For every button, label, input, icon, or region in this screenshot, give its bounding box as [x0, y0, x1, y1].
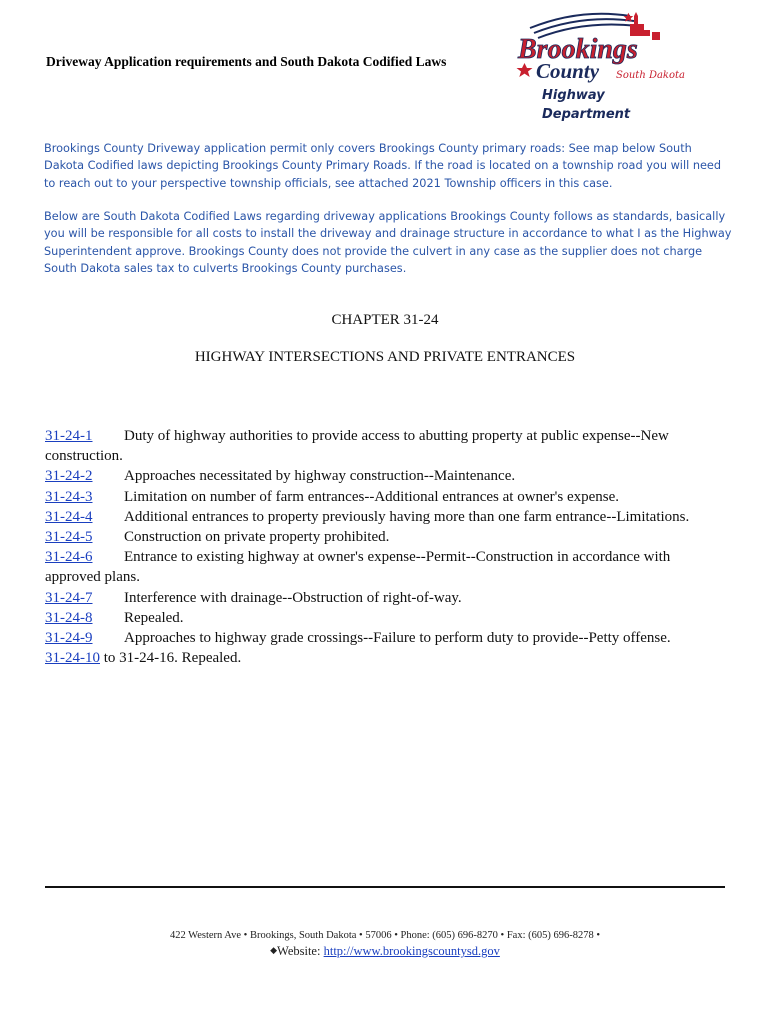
- department-label: [542, 86, 630, 124]
- section-text: Repealed.: [124, 609, 184, 626]
- section-link[interactable]: 31-24-7: [45, 589, 93, 606]
- section-item: [45, 507, 725, 527]
- section-list: [45, 426, 725, 668]
- section-text: Approaches necessitated by highway construction--Maintenance.: [124, 468, 516, 485]
- section-link[interactable]: 31-24-4: [45, 508, 93, 525]
- section-text: Approaches to highway grade crossings--Failure to perform duty to provide--Petty offense.: [124, 630, 671, 647]
- logo-text-county: County: [536, 59, 600, 83]
- section-item: [45, 426, 725, 466]
- website-label: Website:: [277, 944, 324, 958]
- intro-paragraph-2: Below are South Dakota Codified Laws regarding driveway applications Brookings County follows as standards, basically you will be responsible for all costs to install the driveway and drainage structure in accordance to what I as the Highway Superintendent approve. Brookings County does not provide the culvert in any case as the supplier does not charge South Dakota sales tax to culverts Brookings County purchases.: [44, 210, 732, 276]
- section-item: [45, 466, 725, 486]
- logo-graphic: [510, 6, 690, 88]
- section-text: Construction on private property prohibited.: [124, 529, 390, 546]
- section-text: Interference with drainage--Obstruction of right-of-way.: [124, 589, 462, 606]
- chapter-number: CHAPTER 31-24: [331, 312, 439, 328]
- section-item: [45, 527, 725, 547]
- section-item: [45, 608, 725, 628]
- section-item: [45, 487, 725, 507]
- intro-paragraph-1: Brookings County Driveway application permit only covers Brookings County primary roads: See map below South Dakota Codified laws depicting Brookings County Primary Roads. If the road is located on a township road you will need to reach out to your perspective township officials, see attached 2021 Township officers in this case.: [44, 142, 722, 190]
- footer-divider: [45, 886, 725, 888]
- section-text: Additional entrances to property previously having more than one farm entrance--Limitations.: [124, 508, 690, 525]
- website-link[interactable]: http://www.brookingscountysd.gov: [323, 944, 500, 958]
- brookings-county-logo: [510, 6, 690, 88]
- section-link[interactable]: 31-24-9: [45, 630, 93, 647]
- section-text: Duty of highway authorities to provide access to abutting property at public expense--New construction.: [45, 428, 669, 465]
- footer-address: 422 Western Ave • Brookings, South Dakota • 57006 • Phone: (605) 696-8270 • Fax: (605) 696-8278 •: [169, 930, 601, 941]
- section-link[interactable]: 31-24-8: [45, 609, 93, 626]
- section-link[interactable]: 31-24-5: [45, 529, 93, 546]
- star-icon: [517, 63, 533, 77]
- section-item: [45, 588, 725, 608]
- section-link[interactable]: 31-24-3: [45, 488, 93, 505]
- section-link[interactable]: 31-24-2: [45, 468, 93, 485]
- document-title: Driveway Application requirements and South Dakota Codified Laws: [46, 54, 447, 69]
- section-text: Limitation on number of farm entrances--Additional entrances at owner's expense.: [124, 488, 620, 505]
- section-link[interactable]: 31-24-6: [45, 549, 93, 566]
- logo-text-south-dakota: South Dakota: [616, 70, 685, 81]
- footer-website-line: [0, 944, 770, 959]
- department-line-2: Department: [542, 107, 631, 122]
- section-item: [45, 547, 725, 587]
- diamond-bullet-icon: ◆: [270, 945, 278, 955]
- section-link[interactable]: 31-24-10: [45, 650, 100, 667]
- section-item: [45, 628, 725, 648]
- section-text: to 31-24-16. Repealed.: [100, 650, 242, 667]
- section-item-repealed-range: [45, 648, 725, 668]
- logo-text-brookings: Brookings: [518, 34, 638, 65]
- section-link[interactable]: 31-24-1: [45, 428, 93, 444]
- section-text: Entrance to existing highway at owner's expense--Permit--Construction in accordance with approved plans.: [45, 549, 671, 586]
- department-line-1: Highway: [542, 88, 605, 103]
- chapter-title: HIGHWAY INTERSECTIONS AND PRIVATE ENTRANCES: [194, 349, 576, 365]
